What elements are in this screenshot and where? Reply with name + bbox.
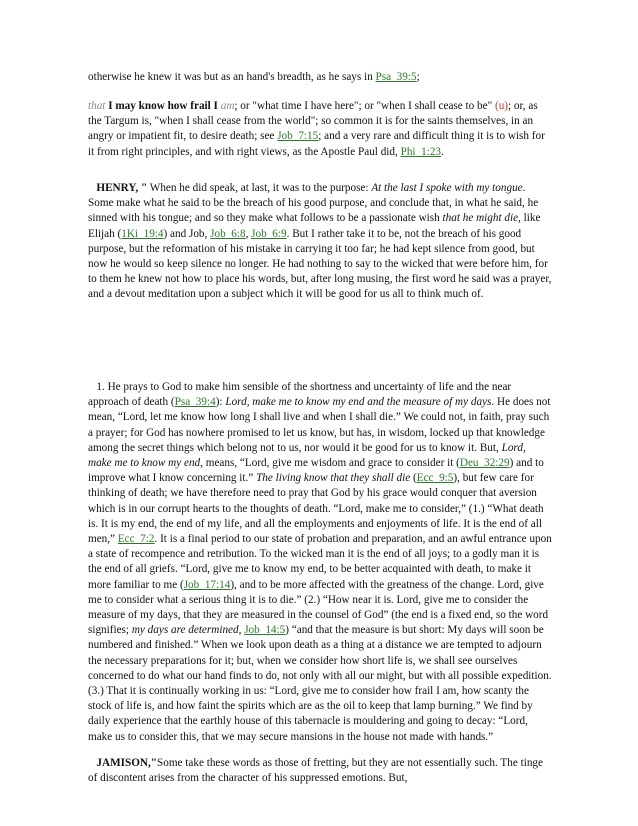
scripture-link[interactable]: Ecc_9:5 <box>416 472 454 485</box>
scripture-link[interactable]: Psa_39:4 <box>174 396 216 409</box>
author-name: HENRY, " <box>96 182 148 194</box>
text: , like Elijah ( <box>88 212 541 240</box>
paragraph-5 <box>88 756 552 786</box>
text: , <box>245 227 252 240</box>
scripture-link[interactable]: Ecc_7:2 <box>117 533 155 546</box>
scripture-link[interactable]: 1Ki_19:4 <box>121 227 164 240</box>
italic-word: am <box>220 100 235 112</box>
text: Some take these words as those of fretting, but they are not essentially such. The tinge of discontent arises from the character of his suppressed emotions. But, <box>88 757 543 785</box>
italic-phrase: Lord, make me to know my end <box>88 441 526 470</box>
text: , means, “Lord, give me wisdom and grace to consider it ( <box>200 457 460 470</box>
paragraph-4 <box>88 380 552 745</box>
text: ; or, as the Targum is, "when I shall cease from the world"; so common it is for the saints themselves, in an angry or impatient fit, to desire death; see <box>88 100 538 143</box>
text: 1. He prays to God to make him sensible of the shortness and uncertainty of life and the near approach of death ( <box>88 381 512 409</box>
scripture-link[interactable]: Job_17:14 <box>183 578 231 591</box>
text: ; or "what time I have here"; or "when I shall cease to be" <box>234 100 495 112</box>
scripture-link[interactable]: Job_14:5 <box>244 624 286 637</box>
text: ; and a very rare and difficult thing it is to wish for it from right principles, and with right views, as the Apostle Paul did, <box>88 130 545 158</box>
text: ; <box>416 71 420 83</box>
scripture-link[interactable]: Job_7:15 <box>277 130 319 143</box>
text: . He does not mean, “Lord, let me know how long I shall live and when I shall die.” We could not, in faith, pray such a prayer; for God has nowhere promised to let us know, but has, in wisdom, locked up that knowledge among the secret things which belong not to us, nor would it be good for us to know it. But, <box>88 396 551 454</box>
paragraph-3 <box>88 181 552 303</box>
italic-phrase: Lord, make me to know my end and the measure of my days <box>225 396 492 409</box>
author-name: JAMISON," <box>96 757 157 769</box>
text: , <box>238 624 245 637</box>
bold-phrase: I may know how frail I <box>105 100 221 112</box>
text: . <box>441 145 444 158</box>
italic-phrase: At the last I spoke with my tongue <box>371 182 523 194</box>
note-marker: (u) <box>494 100 509 112</box>
text: . But I rather take it to be, not the breach of his good purpose, but the reformation of his mistake in carrying it too far; he had kept silence from good, but now he would so keep silence no longer. He had nothing to say to the wicked that were before him, for to them he knew not how to place his words, but, after long musing, the first word he said was a prayer, and a devout meditation upon a subject which it will be good for us all to think much of. <box>88 227 552 301</box>
text: ), and to be more affected with the greatness of the change. Lord, give me to consider what a serious thing it is to die.” (2.) “How near it is. Lord, give me to consider the measure of my days, that they are measured in the counsel of God” (the end is a fixed end, so the word signifies; <box>88 578 549 637</box>
text: When he did speak, at last, it was to the purpose: <box>147 182 372 194</box>
text: ): <box>215 396 226 409</box>
text: otherwise he knew it was but as an hand's breadth, as he says in <box>88 71 376 83</box>
text: ) “and that the measure is but short: My days will soon be numbered and finished.” When we look upon death as a thing at a distance we are tempted to adjourn the necessary preparations for it; but, when we consider how short life is, we shall see ourselves concerned to do what our hand finds to do, not only with all our might, but with all possible expedition. (3.) That it is continually working in us: “Lord, give me to consider how frail I am, how scanty the stock of life is, and how faint the spirits which are as the oil to keep that lamp burning.” We find by daily experience that the earthly house of this tabernacle is mouldering and going to decay: “Lord, make us to consider this, that we may secure mansions in the house not made with hands.” <box>88 624 552 743</box>
italic-word: that <box>88 100 106 112</box>
paragraph-1 <box>88 70 552 85</box>
text: ) and to improve what I know concerning it.” <box>88 457 544 485</box>
paragraph-2 <box>88 99 552 160</box>
italic-phrase: that he might die <box>442 212 519 225</box>
scripture-link[interactable]: Deu_32:29 <box>459 457 510 470</box>
italic-phrase: my days are determined <box>131 624 239 637</box>
text: ), but few care for thinking of death; we have therefore need to pray that God by his grace would conquer that aversion which is in our corrupt hearts to the thoughts of death. “Lord, make me to consider,” (1.) “What death is. It is my end, the end of my life, and all the employments and enjoyments of life. It is the end of all men,” <box>88 472 544 546</box>
text: . It is a final period to our state of probation and preparation, and an awful entrance upon a state of recompence and retribution. To the wicked man it is the end of all joys; to a godly man it is the end of all griefs. “Lord, give me to know my end, to be better acquainted with death, to make it more familiar to me ( <box>88 533 552 591</box>
scripture-link[interactable]: Psa_39:5 <box>375 71 417 83</box>
text: . Some make what he said to be the breach of his good purpose, and conclude that, in what he said, he sinned with his tongue; and so they make what follows to be a passionate wish <box>88 182 539 225</box>
italic-phrase: The living know that they shall die <box>256 472 411 485</box>
text: ( <box>410 472 417 485</box>
scripture-link[interactable]: Job_6:8 <box>210 227 246 240</box>
text: ) and Job, <box>163 227 211 240</box>
scripture-link[interactable]: Phi_1:23 <box>400 145 442 158</box>
scripture-link[interactable]: Job_6:9 <box>251 227 287 240</box>
